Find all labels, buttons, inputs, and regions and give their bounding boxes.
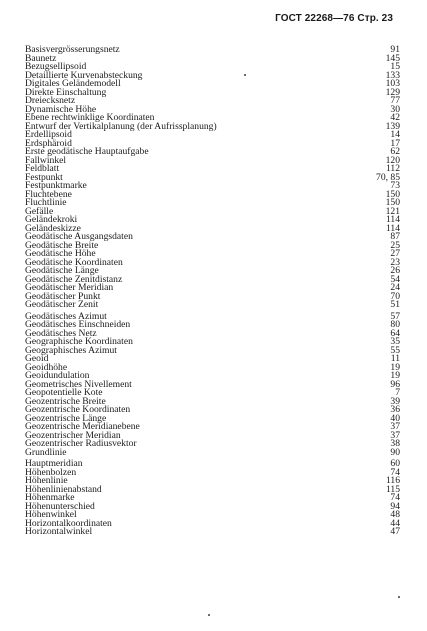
entry-page-number: 80 [390,319,400,330]
entry-page-number: 94 [390,500,400,512]
entry-page-number: 70, 85 [376,171,400,183]
index-entry [25,483,400,495]
entry-term: Basisvergrösserungsnetz [25,44,120,55]
entry-term: Geodätische Zenitdistanz [25,273,123,285]
entry-term: Geozentrische Meridianebene [25,421,140,432]
entry-term: Grundlinie [25,446,67,458]
entry-term: Geodätischer Meridian [25,282,114,293]
entry-page-number: 47 [390,526,400,537]
entry-page-number: 38 [390,438,400,449]
entry-term: Fluchtebene [25,188,72,200]
entry-term: Geodätischer Zenit [25,299,99,310]
index-entry [25,86,400,98]
entry-term: Geographische Koordinaten [25,336,133,347]
entry-term: Höhenlinie [25,475,68,486]
index-entry [25,165,400,174]
entry-page-number: 139 [385,120,400,132]
entry-page-number: 60 [390,458,400,469]
entry-term: Horizontalwinkel [25,526,93,537]
entry-page-number: 37 [390,429,400,441]
entry-term: Ebene rechtwinklige Koordinaten [25,112,155,123]
entry-page-number: 73 [390,180,400,191]
entry-term: Erdellipsoid [25,129,72,140]
entry-page-number: 25 [390,239,400,251]
entry-page-number: 42 [390,112,400,123]
page-number: Стр. 23 [357,13,393,24]
entry-page-number: 39 [390,395,400,407]
entry-page-number: 14 [390,129,400,140]
entry-term: Erdsphäroid [25,137,72,149]
entry-page-number: 90 [390,446,400,458]
speck [244,74,246,76]
index-entry [25,355,400,364]
entry-page-number: 23 [390,256,400,268]
index-list [25,46,400,537]
entry-page-number: 129 [385,86,400,98]
entry-term: Fallwinkel [25,154,67,166]
entry-page-number: 114 [385,214,400,225]
entry-page-number: 74 [390,466,400,478]
entry-page-number: 27 [390,248,400,259]
entry-term: Höhenlinienabstand [25,483,102,495]
index-entry [25,205,400,217]
entry-term: Festpunktmarke [25,180,87,191]
entry-term: Geozentrische Breite [25,395,106,407]
entry-term: Geoidhöhe [25,361,68,373]
speck [398,596,400,598]
entry-term: Baunetz [25,52,57,64]
entry-term: Gefälle [25,205,54,217]
entry-term: Hauptmeridian [25,458,83,469]
entry-page-number: 19 [390,370,400,381]
entry-term: Höhenwinkel [25,509,77,520]
entry-page-number: 11 [390,353,400,364]
entry-term: Fluchtlinie [25,197,67,208]
entry-page-number: 55 [390,344,400,356]
entry-page-number: 17 [390,137,400,149]
entry-page-number: 115 [385,483,400,495]
index-entry [25,188,400,200]
entry-page-number: 103 [385,78,400,89]
index-entry [25,344,400,356]
index-entry [25,446,400,458]
index-entry [25,301,400,310]
entry-page-number: 150 [385,188,400,200]
index-entry [25,148,400,157]
entry-page-number: 64 [390,327,400,339]
entry-term: Geozentrische Länge [25,412,107,424]
index-entry [25,46,400,55]
entry-term: Geodätische Breite [25,239,99,251]
entry-page-number: 7 [395,387,400,398]
entry-page-number: 70 [390,290,400,302]
entry-page-number: 116 [385,475,400,486]
entry-page-number: 26 [390,265,400,276]
entry-term: Geodätische Koordinaten [25,256,123,268]
entry-page-number: 145 [385,52,400,64]
entry-term: Geozentrischer Radiusvektor [25,438,137,449]
entry-term: Geoidundulation [25,370,90,381]
index-entry [25,500,400,512]
entry-page-number: 77 [390,95,400,106]
entry-term: Geodätische Länge [25,265,99,276]
index-entry [25,120,400,132]
entry-term: Geodätische Höhe [25,248,96,259]
entry-term: Digitales Geländemodell [25,78,121,89]
entry-term: Geographisches Azimut [25,344,117,356]
entry-page-number: 30 [390,103,400,115]
index-entry [25,131,400,140]
entry-page-number: 150 [385,197,400,208]
entry-page-number: 36 [390,404,400,415]
entry-term: Bezugsellipsoid [25,61,87,72]
entry-term: Geodätische Ausgangsdaten [25,231,133,242]
entry-page-number: 57 [390,310,400,322]
entry-term: Geometrisches Nivellement [25,378,132,390]
entry-term: Dynamische Höhe [25,103,97,115]
entry-page-number: 96 [390,378,400,390]
entry-page-number: 15 [390,61,400,72]
index-entry [25,460,400,469]
entry-page-number: 87 [390,231,400,242]
entry-term: Geozentrische Koordinaten [25,404,131,415]
standard-number: ГОСТ 22268—76 [275,13,355,24]
entry-page-number: 74 [390,492,400,503]
entry-term: Geodätisches Azimut [25,310,107,322]
index-entry [25,199,400,208]
entry-page-number: 91 [390,44,400,55]
entry-page-number: 51 [390,299,400,310]
entry-term: Höhenmarke [25,492,75,503]
entry-term: Geodätisches Einschneiden [25,319,131,330]
entry-term: Horizontalkoordinaten [25,517,112,529]
entry-page-number: 114 [385,222,400,234]
entry-term: Detaillierte Kurvenabsteckung [25,69,143,81]
index-entry [25,466,400,478]
entry-term: Geodätischer Punkt [25,290,101,302]
entry-page-number: 37 [390,421,400,432]
entry-term: Höhenbolzen [25,466,77,478]
index-entry [25,528,400,537]
entry-term: Geozentrischer Meridian [25,429,121,441]
entry-page-number: 48 [390,509,400,520]
entry-term: Dreiecksnetz [25,95,76,106]
entry-page-number: 121 [385,205,400,217]
entry-page-number: 120 [385,154,400,166]
index-entry [25,216,400,225]
page-header [275,13,393,24]
entry-term: Feldblatt [25,163,60,174]
entry-page-number: 62 [390,146,400,157]
entry-term: Geopotentielle Kote [25,387,103,398]
entry-page-number: 35 [390,336,400,347]
entry-page-number: 24 [390,282,400,293]
entry-term: Festpunkt [25,171,63,183]
index-entry [25,440,400,449]
entry-term: Geodätisches Netz [25,327,97,339]
index-entry [25,182,400,191]
entry-page-number: 54 [390,273,400,285]
entry-term: Geoid [25,353,49,364]
index-entry [25,154,400,166]
entry-term: Erste geodätische Hauptaufgabe [25,146,149,157]
entry-term: Höhenunterschied [25,500,95,512]
entry-term: Geländekroki [25,214,78,225]
speck [208,614,210,616]
entry-page-number: 44 [390,517,400,529]
entry-term: Direkte Einschaltung [25,86,107,98]
entry-page-number: 133 [385,69,400,81]
entry-page-number: 112 [385,163,400,174]
entry-term: Entwurf der Vertikalplanung (der Aufrissplanung) [25,120,217,132]
entry-term: Geländeskizze [25,222,81,234]
entry-page-number: 19 [390,361,400,373]
entry-page-number: 40 [390,412,400,424]
